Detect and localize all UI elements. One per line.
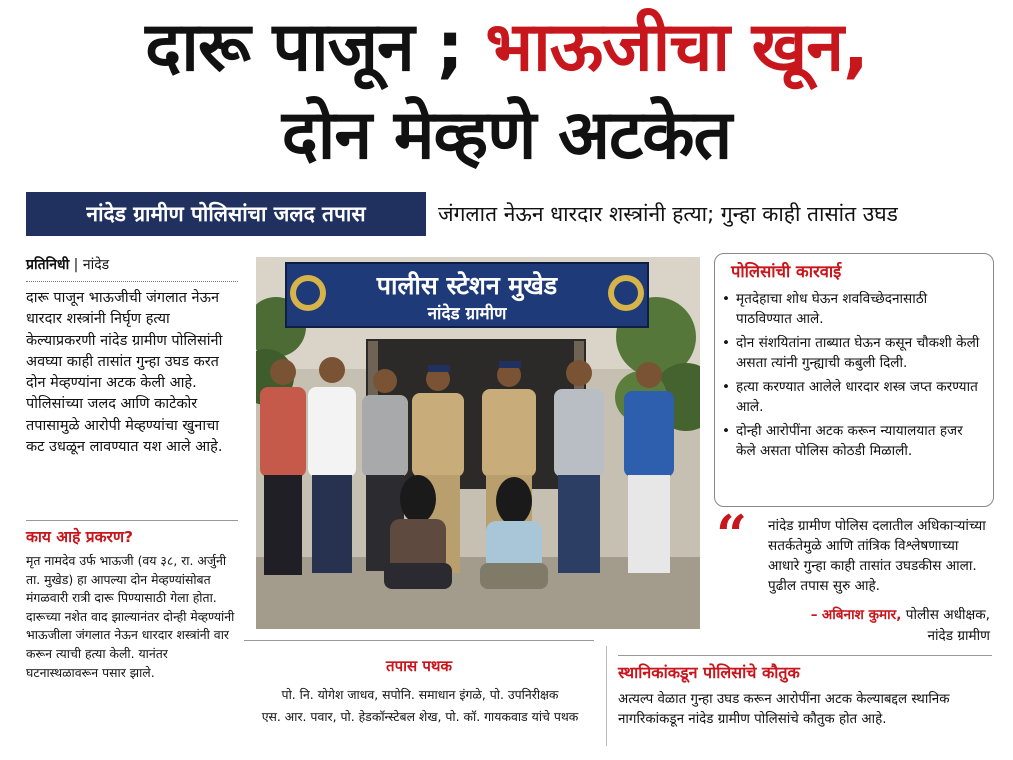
news-photo [256,257,700,629]
team-line-2: एस. आर. पवार, पो. हेडकॉन्स्टेबल शेख, पो. कॉ. गायकवाड यांचे पथक [261,709,579,724]
headline-line-1 [0,8,1013,88]
police-station-photo [256,257,700,629]
quote-dash: – [810,607,818,623]
divider [618,655,992,656]
byline [26,255,238,282]
headline-red-part: भाऊजीचा खून, [485,8,868,87]
praise-body: अत्यल्प वेळात गुन्हा उघड करून आरोपींना अटक केल्याबद्दल स्थानिक नागरिकांकडून नांदेड ग्रामीण पोलिसांचे कौतुक होत आहे. [618,692,950,727]
team-body [244,684,596,728]
section-heading: काय आहे प्रकरण? [26,520,238,547]
team-line-1: पो. नि. योगेश जाधव, सपोनि. समाधान इंगळे, पो. उपनिरीक्षक [281,687,559,702]
section-body: मृत नामदेव उर्फ भाऊजी (वय ३८, रा. अर्जुनी ता. मुखेड) हा आपल्या दोन मेव्हण्यांसोबत मंगळवारी रात्री दारू पिण्यासाठी गेला होता. दारूच्या नशेत वाद झाल्यानंतर दोन्ही मेव्हण्यांनी भाऊजीला जंगलात नेऊन धारदार शस्त्रांनी वार करून त्याची हत्या केली. यानंतर घटनास्थळावरून पसार झाले. [26,553,235,680]
quote-name: अबिनाश कुमार, [821,607,902,623]
praise-heading: स्थानिकांकडून पोलिसांचे कौतुक [618,663,800,682]
action-list [720,290,984,466]
byline-separator: | [73,257,79,273]
lead-paragraph: दारू पाजून भाऊजीची जंगलात नेऊन धारदार शस्त्रांनी निर्घृण हत्या केल्याप्रकरणी नांदेड ग्रामीण पोलिसांनी अवघ्या काही तासांत गुन्हा उघड करत दोन मेव्हण्यांना अटक केली आहे. पोलिसांच्या जलद आणि काटेकोर तपासामुळे आरोपी मेव्हण्यांचा खुनाचा कट उधळून लावण्यात यश आले आहे. [26,290,223,456]
byline-label: प्रतिनिधी [26,257,70,273]
action-item: • मृतदेहाचा शोध घेऊन शवविच्छेदनासाठी पाठविण्यात आले. [720,290,984,329]
quote-mark-icon: “ [716,503,748,567]
action-item: • हत्या करण्यात आलेले धारदार शस्त्र जप्त करण्यात आले. [720,378,984,417]
byline-place: नांदेड [82,257,110,273]
action-item: • दोन्ही आरोपींना अटक करून न्यायालयात हजर केले असता पोलिस कोठडी मिळाली. [720,422,984,461]
quote-attribution [700,605,990,646]
column-divider [606,646,607,746]
kicker-box: नांदेड ग्रामीण पोलिसांचा जलद तपास [26,192,426,236]
kicker-subtitle: जंगलात नेऊन धारदार शस्त्रांनी हत्या; गुन्हा काही तासांत उघड [438,202,898,226]
team-heading: तपास पथक [386,657,452,675]
quote-text: नांदेड ग्रामीण पोलिस दलातील अधिकाऱ्यांच्या सतर्कतेमुळे आणि तांत्रिक विश्लेषणाच्या आधारे गुन्हा काही तासांत उघडकीस आला. पुढील तपास सुरु आहे. [768,518,986,594]
action-item: • दोन संशयितांना ताब्यात घेऊन कसून चौकशी केली असता त्यांनी गुन्ह्याची कबुली दिली. [720,334,984,373]
action-heading: पोलिसांची कारवाई [731,262,842,281]
sign-line-2: नांदेड ग्रामीण [427,304,507,324]
headline-black-part: दारू पाजून ; [145,8,463,87]
headline-line-2: दोन मेव्हणे अटकेत [281,96,732,175]
quote-place: नांदेड ग्रामीण [927,627,990,644]
divider [244,640,594,641]
quote-role: पोलीस अधीक्षक, [905,607,990,623]
sign-line-1: पालीस स्टेशन मुखेड [376,271,558,300]
